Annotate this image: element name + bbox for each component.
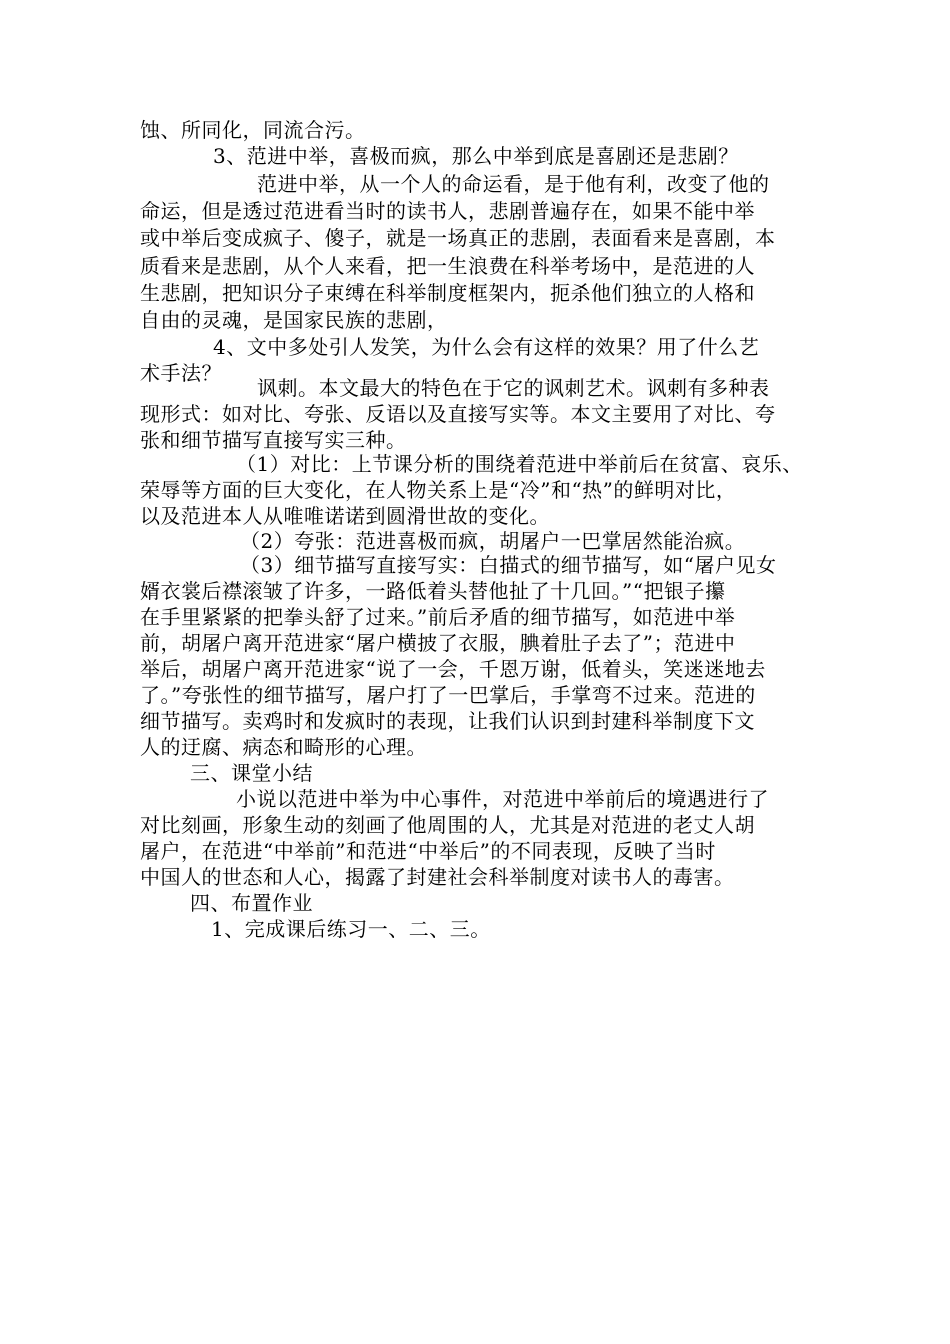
text-line: 或中举后变成疯子、傻子，就是一场真正的悲剧，表面看来是喜剧，本 [140, 226, 776, 250]
text-line: 在手里紧紧的把拳头舒了过来。”前后矛盾的细节描写，如范进中举 [140, 605, 736, 629]
text-line: 荣辱等方面的巨大变化，在人物关系上是“冷”和“热”的鲜明对比， [140, 478, 737, 502]
text-line: 前，胡屠户离开范进家“屠户横披了衣服，腆着肚子去了”；范进中 [140, 631, 736, 655]
text-line: 范进中举，从一个人的命运看，是于他有利，改变了他的 [257, 172, 770, 196]
homework-item: 1、完成课后练习一、二、三。 [211, 917, 491, 941]
item-contrast: （1）对比：上节课分析的围绕着范进中举前后在贫富、哀乐、 [236, 452, 803, 476]
text-line: 人的迂腐、病态和畸形的心理。 [140, 735, 427, 759]
text-line: 现形式：如对比、夸张、反语以及直接写实等。本文主要用了对比、夸 [140, 402, 776, 426]
question-3: 3、范进中举，喜极而疯，那么中举到底是喜剧还是悲剧？ [213, 144, 739, 168]
section-heading-summary: 三、课堂小结 [190, 761, 313, 785]
text-line: 举后，胡屠户离开范进家“说了一会，千恩万谢，低着头，笑迷迷地去 [140, 657, 766, 681]
text-line: 细节描写。卖鸡时和发疯时的表现，让我们认识到封建科举制度下文 [140, 709, 755, 733]
item-detail: （3）细节描写直接写实：白描式的细节描写，如“屠户见女 [240, 553, 777, 577]
text-line: 小说以范进中举为中心事件，对范进中举前后的境遇进行了 [236, 787, 769, 811]
text-line: 中国人的世态和人心，揭露了封建社会科举制度对读书人的毒害。 [140, 865, 735, 889]
text-line: 对比刻画，形象生动的刻画了他周围的人，尤其是对范进的老丈人胡 [140, 813, 755, 837]
text-line: 屠户，在范进“中举前”和范进“中举后”的不同表现，反映了当时 [140, 839, 716, 863]
text-line: 讽刺。本文最大的特色在于它的讽刺艺术。讽刺有多种表 [257, 376, 770, 400]
section-heading-homework: 四、布置作业 [190, 891, 313, 915]
text-line: 术手法？ [140, 361, 222, 385]
item-exaggeration: （2）夸张：范进喜极而疯，胡屠户一巴掌居然能治疯。 [240, 529, 746, 553]
text-line: 蚀、所同化，同流合污。 [140, 118, 366, 142]
text-line: 质看来是悲剧，从个人来看，把一生浪费在科举考场中，是范进的人 [140, 254, 755, 278]
text-line: 命运，但是透过范进看当时的读书人，悲剧普遍存在，如果不能中举 [140, 199, 755, 223]
text-line: 了。”夸张性的细节描写，屠户打了一巴掌后，手掌弯不过来。范进的 [140, 683, 756, 707]
text-line: 婿衣裳后襟滚皱了许多，一路低着头替他扯了十几回。”“把银子攥 [140, 579, 726, 603]
question-4: 4、文中多处引人发笑，为什么会有这样的效果？用了什么艺 [213, 335, 760, 359]
text-line: 自由的灵魂，是国家民族的悲剧， [140, 308, 448, 332]
text-line: 生悲剧，把知识分子束缚在科举制度框架内，扼杀他们独立的人格和 [140, 281, 755, 305]
text-line: 以及范进本人从唯唯诺诺到圆滑世故的变化。 [140, 504, 550, 528]
text-line: 张和细节描写直接写实三种。 [140, 428, 407, 452]
